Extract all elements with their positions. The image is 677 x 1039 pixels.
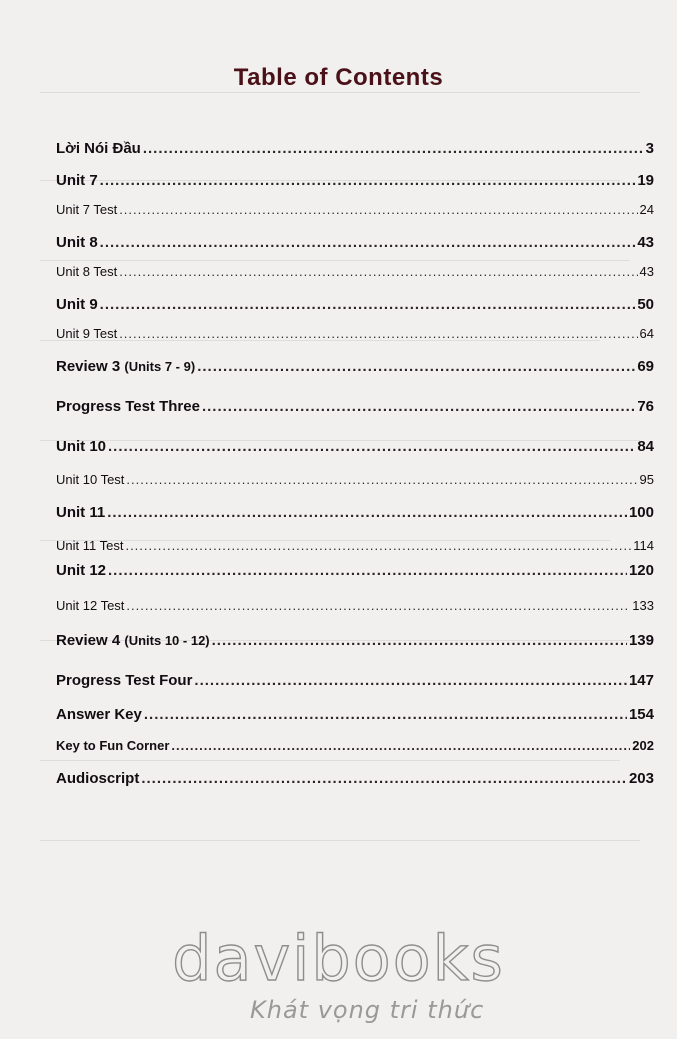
toc-entry-label <box>56 538 123 553</box>
toc-entry-page-number: 84 <box>637 438 654 455</box>
toc-entry-label <box>56 598 124 613</box>
toc-entry <box>56 706 654 723</box>
toc-entry-page-number: 203 <box>628 770 654 787</box>
toc-entry <box>56 538 654 553</box>
toc-entry-label <box>56 326 117 341</box>
dot-leader <box>197 358 635 375</box>
toc-entry-label <box>56 504 105 521</box>
toc-entry-page-number: 24 <box>639 202 654 217</box>
toc-entry-title: Unit 7 Test <box>56 202 118 217</box>
toc-entry <box>56 398 654 415</box>
dot-leader <box>119 202 637 217</box>
toc-entry-page-number: 43 <box>637 234 654 251</box>
toc-entry <box>56 234 654 251</box>
toc-entry-title: Unit 7 <box>56 172 98 189</box>
toc-entry-page-number: 100 <box>628 504 654 521</box>
toc-entry-title: Answer Key <box>56 706 142 723</box>
toc-entry-page-number: 76 <box>637 398 654 415</box>
toc-entry-label <box>56 264 117 279</box>
toc-entry <box>56 172 654 189</box>
toc-entry-label <box>56 438 106 455</box>
toc-entry-label <box>56 358 195 375</box>
toc-entry <box>56 472 654 487</box>
toc-entry-page-number: 154 <box>628 706 654 723</box>
toc-entry-page-number: 147 <box>628 672 654 689</box>
toc-entry-label <box>56 562 106 579</box>
toc-entry <box>56 632 654 649</box>
toc-entry-title: Progress Test Four <box>56 672 193 689</box>
dot-leader <box>143 140 644 157</box>
toc-entry-page-number: 69 <box>637 358 654 375</box>
toc-entry-label <box>56 172 98 189</box>
dot-leader <box>108 438 635 455</box>
toc-entry-title: Lời Nói Đầu <box>56 140 141 157</box>
dot-leader <box>144 706 627 723</box>
dot-leader <box>171 738 630 753</box>
toc-entry <box>56 326 654 341</box>
toc-entry <box>56 672 654 689</box>
dot-leader <box>126 472 637 487</box>
toc-entry-title: Key to Fun Corner <box>56 738 170 753</box>
toc-entry-page-number: 50 <box>637 296 654 313</box>
toc-entry <box>56 504 654 521</box>
dot-leader <box>107 504 627 521</box>
toc-entry-label <box>56 296 98 313</box>
toc-entry-page-number: 19 <box>637 172 654 189</box>
toc-entry-label <box>56 706 142 723</box>
toc-entry-title: Unit 8 Test <box>56 264 118 279</box>
toc-entry-title: Unit 12 Test <box>56 598 125 613</box>
watermark-slogan: Khát vọng tri thức <box>250 996 485 1024</box>
toc-entry-title: Review 4 <box>56 632 121 649</box>
dot-leader <box>119 264 637 279</box>
dot-leader <box>100 234 636 251</box>
toc-entry <box>56 770 654 787</box>
toc-entry-page-number: 3 <box>645 140 654 157</box>
dot-leader <box>125 538 631 553</box>
toc-entry-page-number: 64 <box>639 326 654 341</box>
toc-entry-label <box>56 398 200 415</box>
toc-entry-label <box>56 472 124 487</box>
toc-entry-title: Audioscript <box>56 770 140 787</box>
toc-entry <box>56 562 654 579</box>
toc-entry-title: Unit 11 <box>56 504 106 521</box>
dot-leader <box>100 172 636 189</box>
toc-entry-label <box>56 672 192 689</box>
toc-entry <box>56 738 654 753</box>
davibooks-watermark-logo: davibooks <box>172 922 505 995</box>
toc-entry-label <box>56 738 169 753</box>
toc-entry-label <box>56 140 141 157</box>
toc-entry-page-number: 120 <box>628 562 654 579</box>
toc-entry-label <box>56 632 210 649</box>
toc-title: Table of Contents <box>233 64 444 91</box>
dot-leader <box>194 672 627 689</box>
toc-entry <box>56 140 654 157</box>
toc-entry-page-number: 114 <box>633 538 654 553</box>
dot-leader <box>108 562 627 579</box>
toc-entry-title: Unit 10 Test <box>56 472 125 487</box>
dot-leader <box>202 398 635 415</box>
toc-entry <box>56 438 654 455</box>
toc-entry-label <box>56 770 139 787</box>
dot-leader <box>141 770 627 787</box>
toc-entry-page-number: 133 <box>632 598 654 613</box>
toc-entry-title: Review 3 <box>56 358 121 375</box>
dot-leader <box>126 598 630 613</box>
toc-entry <box>56 296 654 313</box>
toc-entry <box>56 598 654 613</box>
toc-entry-subtitle: (Units 10 - 12) <box>124 633 210 648</box>
dot-leader <box>119 326 637 341</box>
toc-entry <box>56 264 654 279</box>
toc-entry-title: Unit 8 <box>56 234 98 251</box>
toc-entry-page-number: 202 <box>632 738 654 753</box>
toc-entry-title: Unit 10 <box>56 438 107 455</box>
toc-entry-page-number: 139 <box>628 632 654 649</box>
toc-entry-title: Unit 9 <box>56 296 98 313</box>
toc-entry <box>56 202 654 217</box>
toc-entry-title: Progress Test Three <box>56 398 200 415</box>
toc-entry <box>56 358 654 375</box>
toc-entry-title: Unit 12 <box>56 562 107 579</box>
dot-leader <box>100 296 636 313</box>
toc-entry-subtitle: (Units 7 - 9) <box>124 359 196 374</box>
toc-entry-title: Unit 11 Test <box>56 538 124 553</box>
toc-entry-label <box>56 234 98 251</box>
toc-entry-title: Unit 9 Test <box>56 326 118 341</box>
toc-entry-page-number: 43 <box>639 264 654 279</box>
dot-leader <box>212 632 627 649</box>
toc-entry-label <box>56 202 117 217</box>
toc-entry-page-number: 95 <box>639 472 654 487</box>
